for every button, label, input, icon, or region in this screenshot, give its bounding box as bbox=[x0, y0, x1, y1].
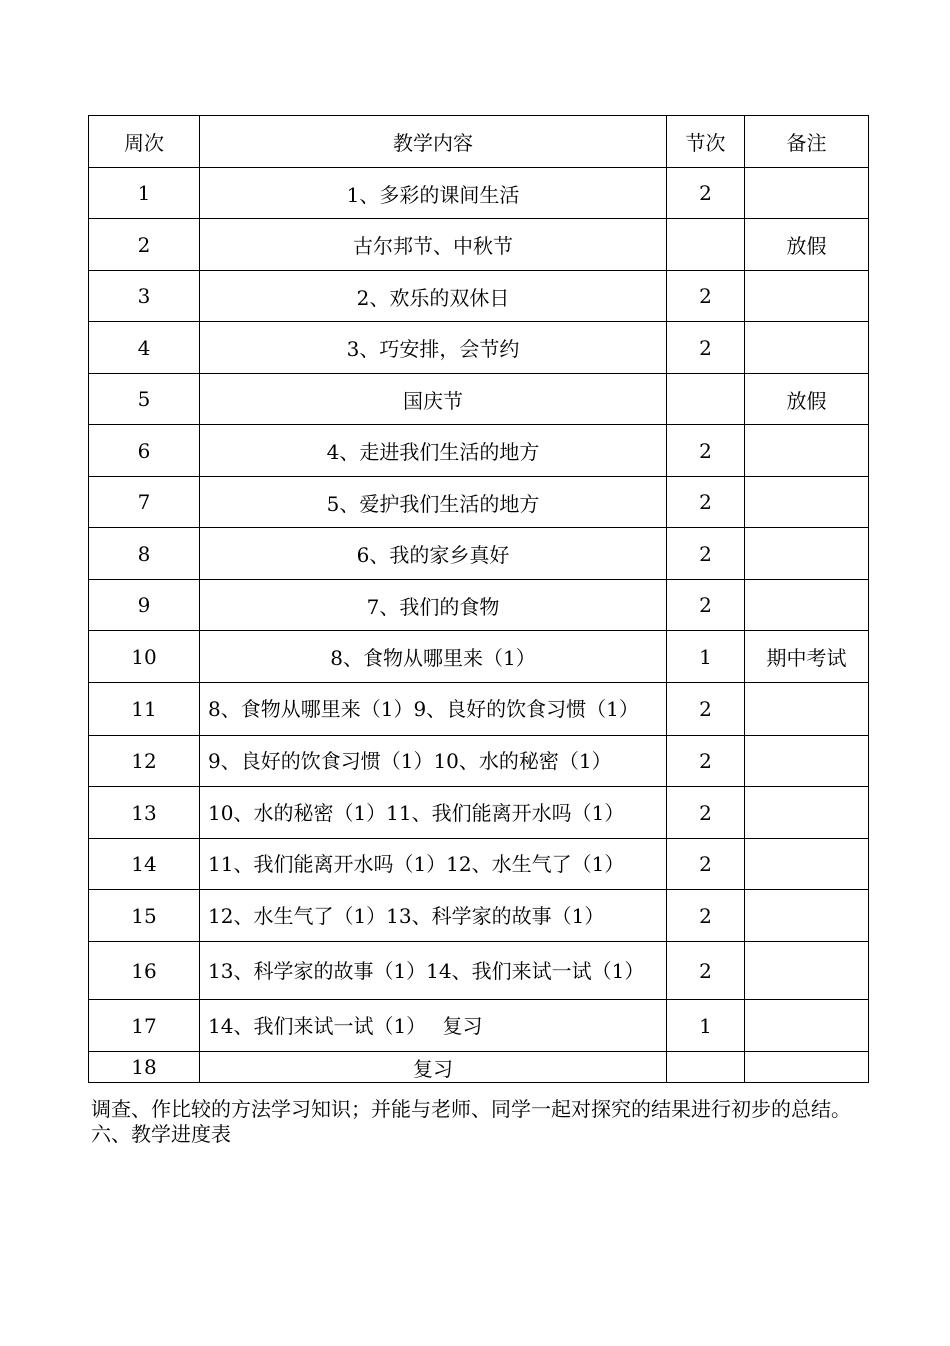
table-row bbox=[89, 1000, 869, 1052]
week-cell: 12 bbox=[89, 736, 200, 787]
note-cell bbox=[745, 425, 869, 477]
header-periods: 节次 bbox=[667, 116, 745, 168]
periods-cell: 1 bbox=[667, 1000, 745, 1052]
week-cell: 15 bbox=[89, 890, 200, 942]
note-cell bbox=[745, 580, 869, 631]
periods-cell: 2 bbox=[667, 942, 745, 1000]
note-cell bbox=[745, 168, 869, 219]
content-cell: 5、爱护我们生活的地方 bbox=[200, 477, 667, 528]
note-cell bbox=[745, 271, 869, 322]
periods-cell: 2 bbox=[667, 477, 745, 528]
table-row bbox=[89, 839, 869, 890]
note-cell: 放假 bbox=[745, 219, 869, 271]
table-row bbox=[89, 942, 869, 1000]
week-cell: 18 bbox=[89, 1052, 200, 1083]
section-heading: 六、教学进度表 bbox=[91, 1122, 231, 1146]
periods-cell: 2 bbox=[667, 528, 745, 580]
note-cell: 期中考试 bbox=[745, 631, 869, 683]
table-row bbox=[89, 631, 869, 683]
week-cell: 2 bbox=[89, 219, 200, 271]
note-cell bbox=[745, 477, 869, 528]
note-cell bbox=[745, 528, 869, 580]
note-cell bbox=[745, 890, 869, 942]
periods-cell: 2 bbox=[667, 580, 745, 631]
header-note: 备注 bbox=[745, 116, 869, 168]
table-row bbox=[89, 1052, 869, 1083]
after-table-text bbox=[91, 1097, 871, 1147]
week-cell: 11 bbox=[89, 683, 200, 736]
week-cell: 5 bbox=[89, 374, 200, 425]
header-row bbox=[89, 116, 869, 168]
note-cell: 放假 bbox=[745, 374, 869, 425]
content-cell: 3、巧安排，会节约 bbox=[200, 322, 667, 374]
week-cell: 4 bbox=[89, 322, 200, 374]
table-row bbox=[89, 168, 869, 219]
table-row bbox=[89, 322, 869, 374]
content-cell: 13、科学家的故事（1）14、我们来试一试（1） bbox=[200, 942, 667, 1000]
note-cell bbox=[745, 787, 869, 839]
content-cell: 12、水生气了（1）13、科学家的故事（1） bbox=[200, 890, 667, 942]
table-row bbox=[89, 890, 869, 942]
week-cell: 8 bbox=[89, 528, 200, 580]
content-cell: 4、走进我们生活的地方 bbox=[200, 425, 667, 477]
table-row bbox=[89, 580, 869, 631]
periods-cell: 2 bbox=[667, 890, 745, 942]
week-cell: 7 bbox=[89, 477, 200, 528]
content-cell: 复习 bbox=[200, 1052, 667, 1083]
note-cell bbox=[745, 839, 869, 890]
week-cell: 16 bbox=[89, 942, 200, 1000]
content-cell: 10、水的秘密（1）11、我们能离开水吗（1） bbox=[200, 787, 667, 839]
periods-cell: 2 bbox=[667, 839, 745, 890]
note-cell bbox=[745, 1052, 869, 1083]
table-row bbox=[89, 736, 869, 787]
header-week: 周次 bbox=[89, 116, 200, 168]
content-cell: 2、欢乐的双休日 bbox=[200, 271, 667, 322]
content-cell: 7、我们的食物 bbox=[200, 580, 667, 631]
periods-cell: 2 bbox=[667, 168, 745, 219]
week-cell: 13 bbox=[89, 787, 200, 839]
week-cell: 3 bbox=[89, 271, 200, 322]
note-cell bbox=[745, 683, 869, 736]
content-cell: 8、食物从哪里来（1）9、良好的饮食习惯（1） bbox=[200, 683, 667, 736]
week-cell: 9 bbox=[89, 580, 200, 631]
note-cell bbox=[745, 1000, 869, 1052]
week-cell: 1 bbox=[89, 168, 200, 219]
schedule-table bbox=[88, 115, 869, 1083]
table-row bbox=[89, 477, 869, 528]
periods-cell: 2 bbox=[667, 787, 745, 839]
periods-cell: 2 bbox=[667, 736, 745, 787]
content-cell: 国庆节 bbox=[200, 374, 667, 425]
table-row bbox=[89, 683, 869, 736]
periods-cell: 1 bbox=[667, 631, 745, 683]
week-cell: 14 bbox=[89, 839, 200, 890]
content-cell: 14、我们来试一试（1） 复习 bbox=[200, 1000, 667, 1052]
table-row bbox=[89, 374, 869, 425]
week-cell: 17 bbox=[89, 1000, 200, 1052]
header-content: 教学内容 bbox=[200, 116, 667, 168]
week-cell: 10 bbox=[89, 631, 200, 683]
week-cell: 6 bbox=[89, 425, 200, 477]
table-row bbox=[89, 787, 869, 839]
content-cell: 6、我的家乡真好 bbox=[200, 528, 667, 580]
table-body bbox=[89, 168, 869, 1083]
periods-cell bbox=[667, 1052, 745, 1083]
content-cell: 古尔邦节、中秋节 bbox=[200, 219, 667, 271]
note-cell bbox=[745, 736, 869, 787]
content-cell: 1、多彩的课间生活 bbox=[200, 168, 667, 219]
periods-cell: 2 bbox=[667, 425, 745, 477]
table-row bbox=[89, 271, 869, 322]
periods-cell: 2 bbox=[667, 683, 745, 736]
note-cell bbox=[745, 942, 869, 1000]
note-cell bbox=[745, 322, 869, 374]
table-row bbox=[89, 219, 869, 271]
table-row bbox=[89, 425, 869, 477]
content-cell: 8、食物从哪里来（1） bbox=[200, 631, 667, 683]
content-cell: 11、我们能离开水吗（1）12、水生气了（1） bbox=[200, 839, 667, 890]
periods-cell: 2 bbox=[667, 322, 745, 374]
content-cell: 9、良好的饮食习惯（1）10、水的秘密（1） bbox=[200, 736, 667, 787]
periods-cell bbox=[667, 374, 745, 425]
periods-cell bbox=[667, 219, 745, 271]
periods-cell: 2 bbox=[667, 271, 745, 322]
summary-paragraph: 调查、作比较的方法学习知识；并能与老师、同学一起对探究的结果进行初步的总结。 bbox=[91, 1097, 851, 1121]
table-row bbox=[89, 528, 869, 580]
